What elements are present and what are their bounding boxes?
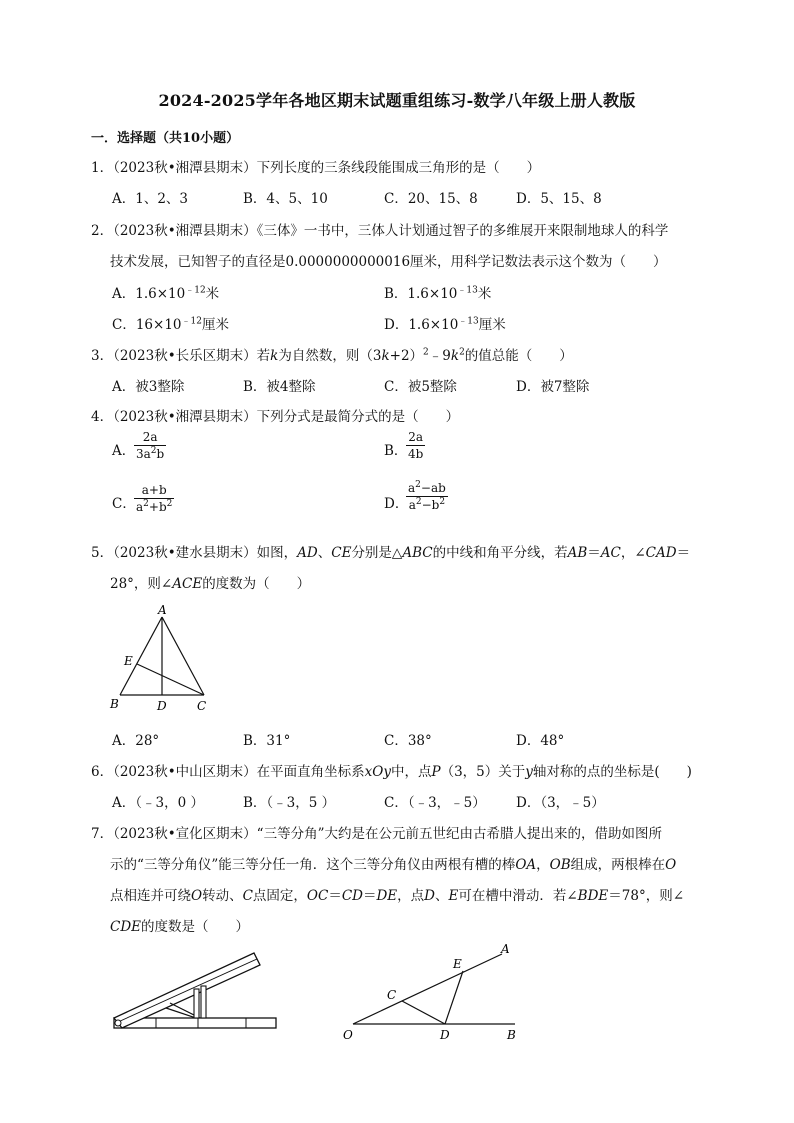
question-4-option-b-fraction: 2a 4b [408, 430, 424, 461]
question-7-text-line3: 点相连并可绕O转动、C点固定，OC＝CD＝DE，点D、E可在槽中滑动．若∠BDE＝78°，则∠ [110, 888, 685, 904]
question-3-option-a: A．被3整除 [112, 379, 185, 395]
question-7-text-line4: CDE的度数是（ ） [110, 919, 250, 935]
question-6-option-d: D．（3，﹣5） [516, 795, 605, 811]
question-5-text-line1: 5．（2023秋•建水县期末）如图，AD、CE分别是△ABC的中线和角平分线，若AB＝AC，∠CAD＝ [91, 545, 691, 561]
question-1-option-c: C．20、15、8 [384, 191, 478, 207]
question-stem: （2023秋•湘潭县期末）《三体》一书中，三体人计划通过智子的多维展开来限制地球人的科学 [113, 223, 669, 239]
question-7-text-line1: 7．（2023秋•宣化区期末）“三等分角”大约是在公元前五世纪由古希腊人提出来的，借助如图所 [91, 826, 662, 842]
question-2-option-d: D．$1.6\times 10^{﹣13}$厘米 [384, 316, 506, 333]
question-4-option-d-label: D． [384, 496, 409, 512]
point-label-d: D [157, 699, 167, 713]
point-label-c: C [197, 699, 207, 713]
page-title: 2024-2025学年各地区期末试题重组练习-数学八年级上册人教版 [158, 91, 636, 110]
question-4-option-a-label: A． [112, 443, 136, 459]
question-stem: （2023秋•湘潭县期末）下列长度的三条线段能围成三角形的是（ ） [113, 160, 541, 176]
trisection-device-illustration [108, 945, 283, 1040]
question-4-text: 4．（2023秋•湘潭县期末）下列分式是最简分式的是（ ） [91, 409, 460, 425]
question-1-option-b: B．4、5、10 [243, 191, 328, 207]
point-label-a: A [501, 942, 510, 956]
question-3-option-d: D．被7整除 [516, 379, 590, 395]
question-5-option-a: A．28° [112, 733, 160, 749]
question-1-text [91, 156, 540, 176]
question-4-option-a-fraction: 2a $3a^2b$ [136, 430, 165, 461]
point-label-b: B [507, 1028, 516, 1042]
question-3-option-b: B．被4整除 [243, 379, 316, 395]
triangle-abc-figure [100, 600, 220, 720]
question-5-text-line2: 28°，则∠ACE的度数为（ ） [110, 576, 311, 592]
question-7-text-line2: 示的“三等分角仪”能三等分任一角．这个三等分角仪由两根有槽的棒OA，OB组成，两根棒在O [110, 857, 677, 873]
question-4-option-c-label: C． [112, 496, 136, 512]
question-2-text-line2: 技术发展，已知智子的直径是0.0000000000016厘米，用科学记数法表示这个数为（ ） [110, 254, 667, 270]
question-2-text-line1 [91, 219, 668, 239]
question-6-option-a: A．（﹣3，0 ） [112, 795, 204, 811]
point-label-d: D [440, 1028, 450, 1042]
question-3-option-c: C．被5整除 [384, 379, 457, 395]
question-2-option-b: B．$1.6\times 10^{﹣13}$米 [384, 285, 492, 302]
question-2-option-a: A．$1.6\times 10^{﹣12}$米 [112, 285, 220, 302]
angle-trisection-diagram [335, 935, 535, 1045]
question-5-option-c: C．38° [384, 733, 432, 749]
question-number: 2． [91, 223, 114, 239]
question-1-option-d: D．5、15、8 [516, 191, 602, 207]
question-6-option-b: B．（﹣3，5 ） [243, 795, 336, 811]
section-heading: 一．选择题（共10小题） [91, 131, 240, 146]
point-label-a: A [158, 603, 167, 617]
point-label-o: O [343, 1028, 353, 1042]
point-label-b: B [110, 697, 119, 711]
point-label-e: E [124, 654, 133, 668]
question-4-option-b-label: B． [384, 443, 408, 459]
question-4-option-c-fraction: a+b $a^2+b^2$ [136, 483, 173, 514]
question-1-option-a: A．1、2、3 [112, 191, 189, 207]
question-6-text: 6．（2023秋•中山区期末）在平面直角坐标系xOy中，点P（3，5）关于y轴对称的点的坐标是( ) [91, 764, 692, 780]
question-6-option-c: C．（﹣3，﹣5） [384, 795, 486, 811]
question-4-option-d-fraction: $a^2-ab$ $a^2-b^2$ [408, 480, 446, 512]
point-label-e: E [453, 957, 462, 971]
question-number: 1． [91, 160, 114, 176]
question-2-option-c: C．$16\times 10^{﹣12}$厘米 [112, 316, 229, 333]
point-label-c: C [387, 988, 397, 1002]
question-5-option-d: D．48° [516, 733, 565, 749]
question-3-text: 3．（2023秋•长乐区期末）若k为自然数，则$(3k+2)^2﹣9k^2$的值总能（ ） [91, 347, 573, 364]
question-5-option-b: B．31° [243, 733, 291, 749]
